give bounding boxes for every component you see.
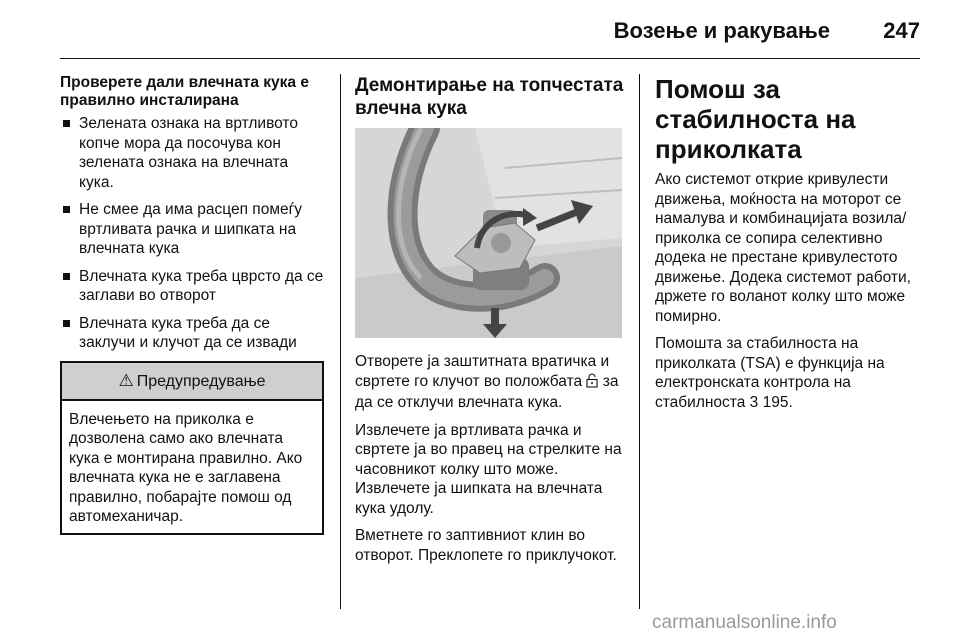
- towbar-illustration: [355, 128, 622, 338]
- list-item: Влечната кука треба цврсто да се заглави во отворот: [60, 267, 324, 306]
- bullet-square-icon: [63, 320, 70, 327]
- tsa-heading: Помош за стабилноста на приколката: [655, 74, 856, 164]
- warning-triangle-icon: ⚠: [118, 370, 134, 390]
- bullet-square-icon: [63, 120, 70, 127]
- check-installation-subheading: Проверете дали влечната кука е правилно инсталирана: [60, 74, 309, 109]
- column-1: [60, 74, 324, 535]
- warning-title: Предупредување: [136, 372, 266, 390]
- unlocked-padlock-icon: [586, 373, 598, 394]
- list-item: Влечната кука треба да се заклучи и клучот да се извади: [60, 314, 324, 353]
- page-reference-arrow-icon: 3: [749, 393, 759, 411]
- bullet-square-icon: [63, 273, 70, 280]
- tsa-paragraph-2: Помошта за стабилноста на приколката (TSA) е функција на електронската контрола на стабилноста 3 195.: [655, 335, 885, 411]
- removal-step-3: Вметнете го заптивниот клин во отворот. Преклопете го приклучокот.: [355, 527, 617, 564]
- warning-header: [62, 363, 322, 401]
- removal-step-2: Извлечете ја вртливата рачка и свртете ја во правец на стрелките на часовникот колку што може. Извлечете ја шипката на влечната кука удолу.: [355, 421, 622, 517]
- column-divider: [639, 74, 640, 609]
- check-list: [60, 114, 324, 353]
- tsa-paragraph-1: Ако системот открие кривулести движења, моќноста на моторот се намалува и комбинацијата возила/приколка се сопира селективно додека не престане кривулестото движење. Додека системот работи, држете го воланот колку што може помирно.: [655, 171, 911, 325]
- removal-step-1: Отворете ја заштитната вратичка и свртете го клучот во положбата за да се отклучи влечната кука.: [355, 353, 619, 411]
- removal-heading: Демонтирање на топчестата влечна кука: [355, 75, 624, 119]
- column-divider: [340, 74, 341, 609]
- header-rule: [60, 58, 920, 59]
- list-item: Не смее да има расцеп помеѓу вртливата рачка и шипката на влечната кука: [60, 200, 324, 259]
- page-reference-link[interactable]: 195.: [762, 393, 793, 411]
- warning-box: [60, 361, 324, 535]
- bullet-square-icon: [63, 206, 70, 213]
- page-header: [60, 14, 920, 44]
- column-3: [655, 74, 925, 420]
- watermark: carmanualsonline.info: [652, 612, 837, 633]
- running-title: Возење и ракување: [613, 18, 830, 43]
- column-2: [355, 74, 625, 573]
- warning-body: Влечењето на приколка е дозволена само ако влечната кука е монтирана правилно. Ако влечната кука не е заглавена правилно, побарајте помош од автомеханичар.: [69, 410, 303, 525]
- list-item: Зелената ознака на вртливото копче мора да посочува кон зелената ознака на влечната кука.: [60, 114, 324, 192]
- page-number: 247: [883, 18, 920, 43]
